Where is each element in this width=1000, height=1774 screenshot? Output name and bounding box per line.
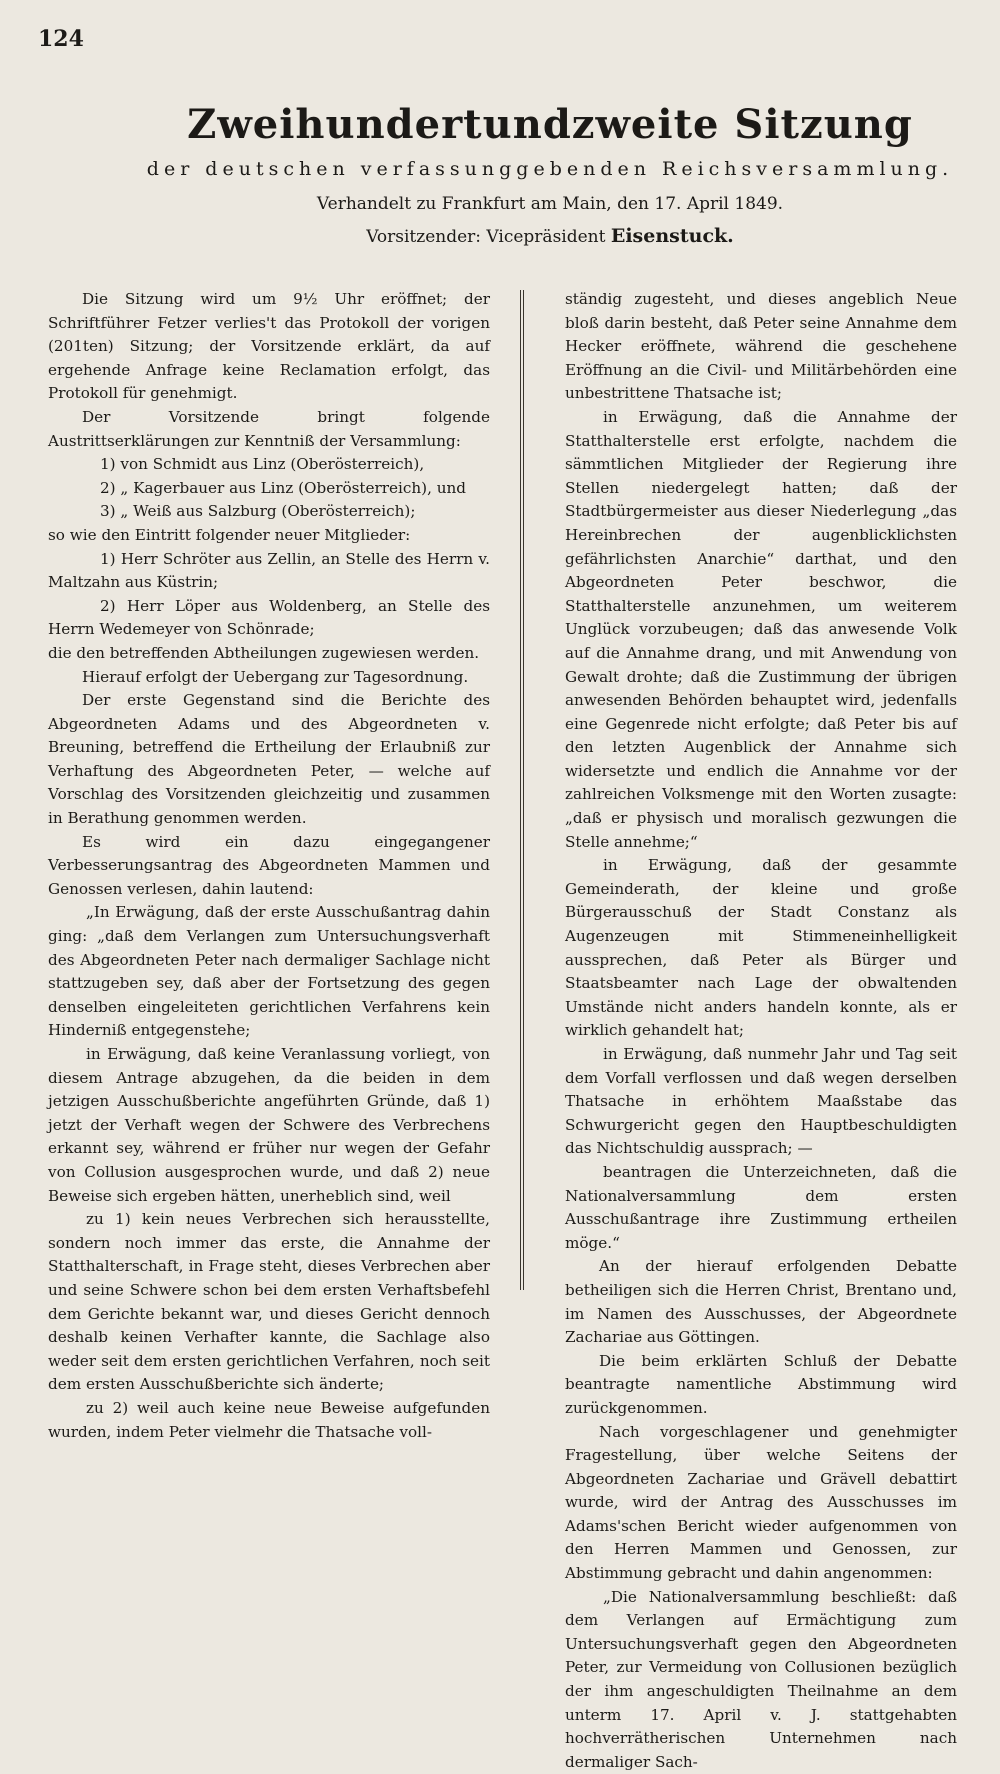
list-item: 2) „ Kagerbauer aus Linz (Oberösterreich), und <box>100 478 467 497</box>
dateline: Verhandelt zu Frankfurt am Main, den 17. April 1849. <box>316 194 784 214</box>
paragraph: die den betreffenden Abtheilungen zugewiesen werden. <box>48 643 480 662</box>
paragraph: Der erste Gegenstand sind die Berichte des Abgeordneten Adams und des Abgeordneten v. Breuning, betreffend die Ertheilung der Erlaubniß zur Verhaftung des Abgeordneten Peter, — welche auf Vorschlag des Vorsitzenden gleichzeitig und zusammen in Berathung genommen werden. <box>48 691 490 828</box>
paragraph: Die Sitzung wird um 9½ Uhr eröffnet; der Schriftführer Fetzer verlies't das Protokoll der vorigen (201ten) Sitzung; der Vorsitzende erklärt, da auf ergehende Anfrage keine Reclamation erfolgt, das Protokoll für genehmigt. <box>48 290 490 403</box>
quoted-paragraph: in Erwägung, daß die Annahme der Statthalterstelle erst erfolgte, nachdem die sämmtlichen Mitglieder der Regierung ihre Stellen niedergelegt hatten; daß der Stadtbürgermeister aus dieser Niederlegung „das Hereinbrechen der augenblicklichsten gefährlichsten Anarchie“ darthat, und den Abgeordneten Peter beschwor, die Statthalterstelle anzunehmen, um weiterem Unglück vorzubeugen; daß das anwesende Volk auf die Annahme drang, und mit Anwendung von Gewalt drohte; daß die Zustimmung der übrigen anwesenden Behörden behauptet wird, jedenfalls eine Gegenrede nicht erfolgte; daß Peter bis auf den letzten Augenblick der Annahme sich widersetzte und endlich die Annahme vor der zahlreichen Volksmenge mit den Worten zusagte: „daß er physisch und moralisch gezwungen die Stelle annehme;“ <box>565 407 957 851</box>
left-column <box>48 288 490 1441</box>
paragraph: ständig zugesteht, und dieses angeblich Neue bloß darin besteht, daß Peter seine Annahme dem Hecker eröffnete, während die geschehene Eröffnung an die Civil- und Militärbehörden eine unbestrittene Thatsache ist; <box>565 290 957 403</box>
session-subtitle: der deutschen verfassunggebenden Reichsversammlung. <box>146 158 954 180</box>
quoted-paragraph: in Erwägung, daß der gesammte Gemeinderath, der kleine und große Bürgerausschuß der Stadt Constanz als Augenzeugen mit Stimmeneinhelligkeit aussprechen, daß Peter als Bürger und Staatsbeamter nach Lage der obwaltenden Umstände nicht anders handeln konnte, als er wirklich gehandelt hat; <box>565 856 957 1040</box>
quoted-paragraph: „In Erwägung, daß der erste Ausschußantrag dahin ging: „daß dem Verlangen zum Untersuchungsverhaft des Abgeordneten Peter nach dermaliger Sachlage nicht stattzugeben sey, daß aber der Fortsetzung des gegen denselben eingeleiteten gerichtlichen Verfahrens kein Hinderniß entgegenstehe; <box>48 903 490 1040</box>
session-header <box>0 100 1000 249</box>
list-item: 3) „ Weiß aus Salzburg (Oberösterreich); <box>100 502 416 521</box>
quoted-paragraph: zu 1) kein neues Verbrechen sich herausstellte, sondern noch immer das erste, die Annahme der Statthalterschaft, in Frage steht, dieses Verbrechen aber und seine Schwere schon bei dem ersten Verhaftsbefehl dem Gerichte bekannt war, und dieses Gericht dennoch deshalb keinen Verhafter kannte, die Sachlage also weder seit dem ersten gerichtlichen Verfahren, noch seit dem ersten Ausschußberichte sich änderte; <box>48 1210 490 1394</box>
list-item: 1) von Schmidt aus Linz (Oberösterreich), <box>100 455 425 474</box>
page-number: 124 <box>38 26 84 52</box>
paragraph: Der Vorsitzende bringt folgende Austrittserklärungen zur Kenntniß der Versammlung: <box>48 407 490 450</box>
list-item: 1) Herr Schröter aus Zellin, an Stelle des Herrn v. Maltzahn aus Küstrin; <box>48 549 490 592</box>
paragraph: Es wird ein dazu eingegangener Verbesserungsantrag des Abgeordneten Mammen und Genossen verlesen, dahin lautend: <box>48 832 490 898</box>
paragraph: so wie den Eintritt folgender neuer Mitglieder: <box>48 525 411 544</box>
session-title: Zweihundertundzweite Sitzung <box>187 101 913 148</box>
chair-label: Vorsitzender: Vicepräsident <box>366 227 606 247</box>
quoted-paragraph: zu 2) weil auch keine neue Beweise aufgefunden wurden, indem Peter vielmehr die Thatsache voll- <box>48 1398 490 1441</box>
paragraph: An der hierauf erfolgenden Debatte betheiligen sich die Herren Christ, Brentano und, im Namen des Ausschusses, der Abgeordnete Zachariae aus Göttingen. <box>565 1257 957 1347</box>
quoted-paragraph: in Erwägung, daß nunmehr Jahr und Tag seit dem Vorfall verflossen und daß wegen derselben Thatsache in erhöhtem Maaßstabe das Schwurgericht gegen den Hauptbeschuldigten das Nichtschuldig aussprach; — <box>565 1045 957 1158</box>
right-column <box>565 288 957 1771</box>
paragraph: Hierauf erfolgt der Uebergang zur Tagesordnung. <box>82 667 469 686</box>
quoted-paragraph: beantragen die Unterzeichneten, daß die Nationalversammlung dem ersten Ausschußantrage ihre Zustimmung ertheilen möge.“ <box>565 1162 957 1252</box>
list-item: 2) Herr Löper aus Woldenberg, an Stelle des Herrn Wedemeyer von Schönrade; <box>48 596 490 639</box>
column-divider <box>520 290 524 1290</box>
quoted-paragraph: „Die Nationalversammlung beschließt: daß dem Verlangen auf Ermächtigung zum Untersuchungsverhaft gegen den Abgeordneten Peter, zur Vermeidung von Collusionen bezüglich der ihm angeschuldigten Theilnahme an dem unterm 17. April v. J. stattgehabten hochverrätherischen Unternehmen nach dermaliger Sach- <box>565 1587 957 1771</box>
paragraph: Die beim erklärten Schluß der Debatte beantragte namentliche Abstimmung wird zurückgenommen. <box>565 1351 957 1417</box>
quoted-paragraph: in Erwägung, daß keine Veranlassung vorliegt, von diesem Antrage abzugehen, da die beiden in dem jetzigen Ausschußberichte angeführten Gründe, daß 1) jetzt der Verhaft wegen der Schwere des Verbrechens erkannt sey, während er früher nur wegen der Gefahr von Collusion ausgesprochen wurde, und daß 2) neue Beweise sich ergeben hätten, unerheblich sind, weil <box>48 1045 490 1205</box>
chair-line <box>100 224 1000 249</box>
paragraph: Nach vorgeschlagener und genehmigter Fragestellung, über welche Seitens der Abgeordneten Zachariae und Grävell debattirt wurde, wird der Antrag des Ausschusses im Adams'schen Bericht wieder aufgenommen von den Herren Mammen und Genossen, zur Abstimmung gebracht und dahin angenommen: <box>565 1422 957 1583</box>
chair-name: Eisenstuck. <box>610 225 734 247</box>
